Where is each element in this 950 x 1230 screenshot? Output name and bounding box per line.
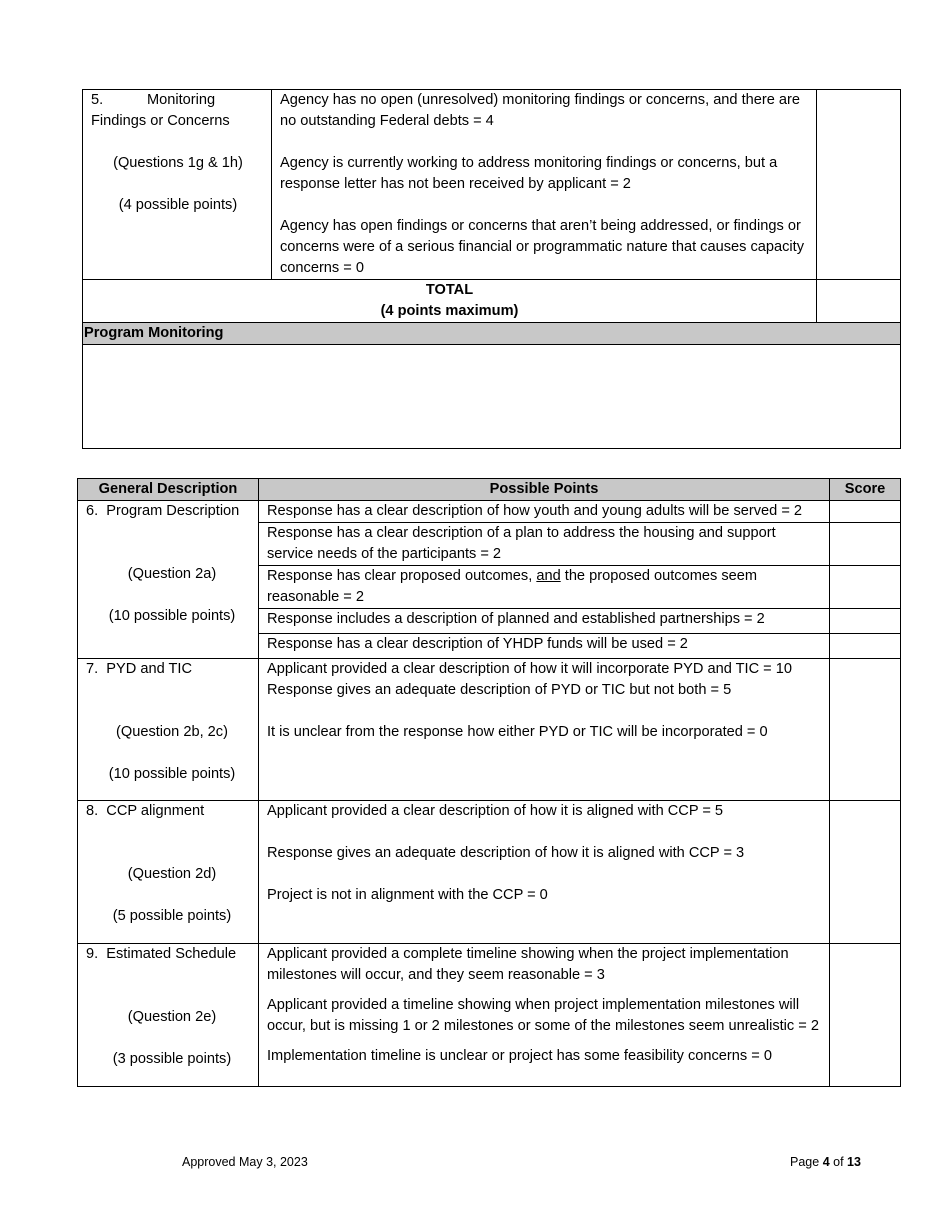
total-cell: [83, 280, 817, 323]
section5-title-word1: Monitoring: [147, 92, 216, 108]
total-score-cell[interactable]: [817, 280, 901, 323]
section7-criterion-1: Applicant provided a clear description of how it will incorporate PYD and TIC = 10: [267, 661, 792, 677]
section5-criteria-cell: [272, 90, 817, 280]
section7-criterion-3: It is unclear from the response how either PYD or TIC will be incorporated = 0: [267, 724, 768, 740]
section7-row: [78, 659, 901, 801]
footer-page-current: 4: [822, 1155, 830, 1169]
header-row: [78, 479, 901, 501]
section7-number: 7.: [86, 661, 99, 677]
section9-title: Estimated Schedule: [106, 946, 237, 962]
section9-possible-points: (3 possible points): [112, 1051, 232, 1067]
section5-possible-points: (4 possible points): [118, 197, 238, 213]
section6-row-1: [78, 501, 901, 523]
footer-of-word: of: [833, 1155, 844, 1169]
section7-score[interactable]: [830, 659, 901, 801]
section7-title: PYD and TIC: [106, 661, 192, 677]
section9-criterion-2: Applicant provided a timeline showing when project implementation milestones will occur, but is missing 1 or 2 milestones or some of the milestones seem unrealistic = 2: [267, 997, 819, 1034]
section6-possible-points: (10 possible points): [108, 608, 236, 624]
section8-title: CCP alignment: [106, 803, 205, 819]
section5-row: [83, 90, 901, 280]
section9-question: (Question 2e): [127, 1009, 217, 1025]
section6-criterion-5: Response has a clear description of YHDP funds will be used = 2: [259, 634, 830, 659]
section6-score-4[interactable]: [830, 609, 901, 634]
program-monitoring-header: Program Monitoring: [83, 323, 901, 345]
section6-score-5[interactable]: [830, 634, 901, 659]
section8-score[interactable]: [830, 801, 901, 944]
monitoring-table: [82, 89, 901, 449]
header-possible-points: Possible Points: [259, 479, 830, 501]
scoring-table: [77, 478, 901, 1087]
program-monitoring-header-row: [83, 323, 901, 345]
section9-row: [78, 944, 901, 1087]
section9-criteria-cell: [259, 944, 830, 1087]
section6-score-1[interactable]: [830, 501, 901, 523]
section7-criterion-2: Response gives an adequate description of PYD or TIC but not both = 5: [267, 682, 732, 698]
section5-criterion-3: Agency has open findings or concerns that aren’t being addressed, or findings or concerns were of a serious financial or programmatic nature that causes capacity concerns = 0: [280, 218, 805, 276]
section8-possible-points: (5 possible points): [112, 908, 232, 924]
footer-approved: Approved May 3, 2023: [182, 1155, 308, 1169]
section5-description-cell: [83, 90, 272, 280]
total-max: (4 points maximum): [380, 303, 519, 319]
section7-criteria-cell: [259, 659, 830, 801]
footer-page-number: [790, 1155, 861, 1169]
section5-title-word2: Findings or Concerns: [91, 113, 230, 129]
section6-title: Program Description: [106, 503, 240, 519]
section6-criterion-1: Response has a clear description of how youth and young adults will be served = 2: [259, 501, 830, 523]
section7-description-cell: [78, 659, 259, 801]
header-score: Score: [830, 479, 901, 501]
total-label: TOTAL: [425, 282, 474, 298]
total-row: [83, 280, 901, 323]
section6-outcomes-b: the proposed outcomes seem reasonable = 2: [267, 568, 758, 605]
section7-possible-points: (10 possible points): [108, 766, 236, 782]
section9-criterion-1: Applicant provided a complete timeline showing when the project implementation milestones will occur, and they seem reasonable = 3: [267, 946, 789, 983]
section6-criterion-3: [259, 566, 830, 609]
section6-outcomes-a: Response has clear proposed outcomes,: [267, 568, 533, 584]
section8-criteria-cell: [259, 801, 830, 944]
footer-page-total: 13: [847, 1155, 861, 1169]
section5-score-cell[interactable]: [817, 90, 901, 280]
section6-question: (Question 2a): [127, 566, 217, 582]
section9-criterion-3: Implementation timeline is unclear or project has some feasibility concerns = 0: [267, 1048, 772, 1064]
section5-questions: (Questions 1g & 1h): [113, 155, 243, 171]
program-monitoring-body-row: [83, 345, 901, 449]
section9-score[interactable]: [830, 944, 901, 1087]
section6-criterion-4: Response includes a description of planned and established partnerships = 2: [259, 609, 830, 634]
section8-criterion-3: Project is not in alignment with the CCP = 0: [267, 887, 548, 903]
footer-page-word: Page: [790, 1155, 820, 1169]
section7-question: (Question 2b, 2c): [116, 724, 228, 740]
section6-score-2[interactable]: [830, 523, 901, 566]
section6-criterion-2: Response has a clear description of a plan to address the housing and support service needs of the participants = 2: [259, 523, 830, 566]
program-monitoring-body[interactable]: [83, 345, 901, 449]
section8-description-cell: [78, 801, 259, 944]
section8-number: 8.: [86, 803, 99, 819]
section8-criterion-2: Response gives an adequate description of how it is aligned with CCP = 3: [267, 845, 745, 861]
section5-number: 5.: [91, 92, 104, 108]
section5-criterion-2: Agency is currently working to address monitoring findings or concerns, but a response letter has not been received by applicant = 2: [280, 155, 778, 192]
section6-description-cell: [78, 501, 259, 659]
section9-description-cell: [78, 944, 259, 1087]
section8-question: (Question 2d): [127, 866, 217, 882]
section6-outcomes-and: and: [536, 568, 561, 584]
section8-criterion-1: Applicant provided a clear description of how it is aligned with CCP = 5: [267, 803, 724, 819]
section8-row: [78, 801, 901, 944]
section6-number: 6.: [86, 503, 99, 519]
section6-score-3[interactable]: [830, 566, 901, 609]
section5-criterion-1: Agency has no open (unresolved) monitoring findings or concerns, and there are no outstanding Federal debts = 4: [280, 92, 801, 129]
header-general-description: General Description: [78, 479, 259, 501]
section9-number: 9.: [86, 946, 99, 962]
